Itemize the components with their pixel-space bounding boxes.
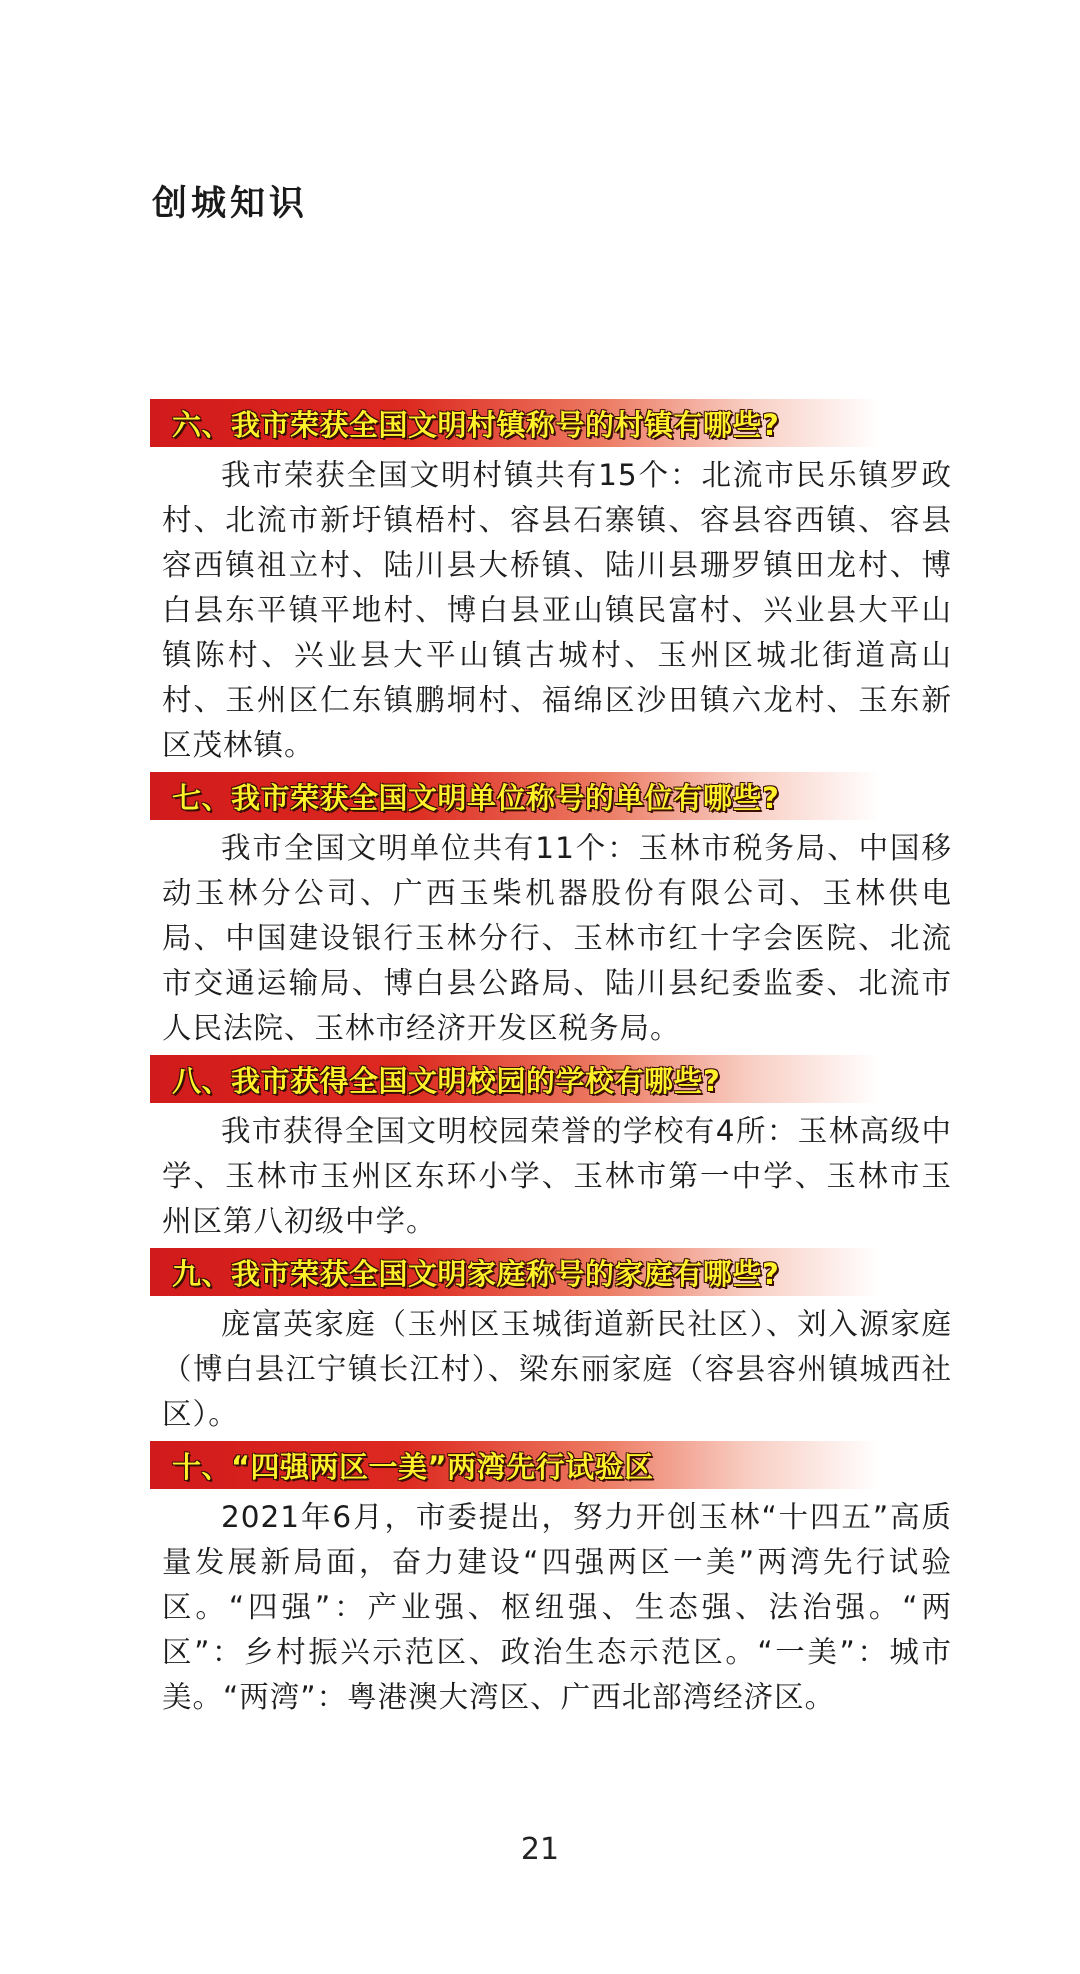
section-6 (162, 399, 962, 768)
section-heading-bar (150, 1441, 880, 1489)
section-8 (162, 1055, 962, 1244)
content (162, 399, 962, 1724)
section-10 (162, 1441, 962, 1720)
section-body: 2021年6月，市委提出，努力开创玉林“十四五”高质量发展新局面，奋力建设“四强两区一美”两湾先行试验区。“四强”：产业强、枢纽强、生态强、法治强。“两区”：乡村振兴示范区、政治生态示范区。“一美”：城市美。“两湾”：粤港澳大湾区、广西北部湾经济区。 (162, 1500, 952, 1714)
page-header-title: 创城知识 (152, 183, 309, 224)
page-number: 21 (520, 1832, 560, 1867)
section-heading-bar (150, 399, 880, 447)
section-heading-bar (150, 772, 880, 820)
section-7 (162, 772, 962, 1051)
section-body: 我市全国文明单位共有11个：玉林市税务局、中国移动玉林分公司、广西玉柴机器股份有限公司、玉林供电局、中国建设银行玉林分行、玉林市红十字会医院、北流市交通运输局、博白县公路局、陆川县纪委监委、北流市人民法院、玉林市经济开发区税务局。 (162, 831, 952, 1045)
section-heading-bar (150, 1248, 880, 1296)
section-9 (162, 1248, 962, 1437)
section-heading: 六、我市荣获全国文明村镇称号的村镇有哪些? (172, 407, 780, 442)
section-heading: 七、我市荣获全国文明单位称号的单位有哪些? (172, 780, 780, 815)
section-body: 我市获得全国文明校园荣誉的学校有4所：玉林高级中学、玉林市玉州区东环小学、玉林市第一中学、玉林市玉州区第八初级中学。 (162, 1114, 952, 1238)
section-body: 我市荣获全国文明村镇共有15个：北流市民乐镇罗政村、北流市新圩镇梧村、容县石寨镇、容县容西镇、容县容西镇祖立村、陆川县大桥镇、陆川县珊罗镇田龙村、博白县东平镇平地村、博白县亚山镇民富村、兴业县大平山镇陈村、兴业县大平山镇古城村、玉州区城北街道高山村、玉州区仁东镇鹏垌村、福绵区沙田镇六龙村、玉东新区茂林镇。 (162, 458, 952, 762)
section-heading: 八、我市获得全国文明校园的学校有哪些? (172, 1063, 721, 1098)
section-heading: 九、我市荣获全国文明家庭称号的家庭有哪些? (172, 1256, 780, 1291)
section-heading-bar (150, 1055, 880, 1103)
section-heading: 十、“四强两区一美”两湾先行试验区 (172, 1449, 654, 1484)
section-body: 庞富英家庭（玉州区玉城街道新民社区）、刘入源家庭（博白县江宁镇长江村）、梁东丽家庭（容县容州镇城西社区）。 (162, 1307, 952, 1431)
